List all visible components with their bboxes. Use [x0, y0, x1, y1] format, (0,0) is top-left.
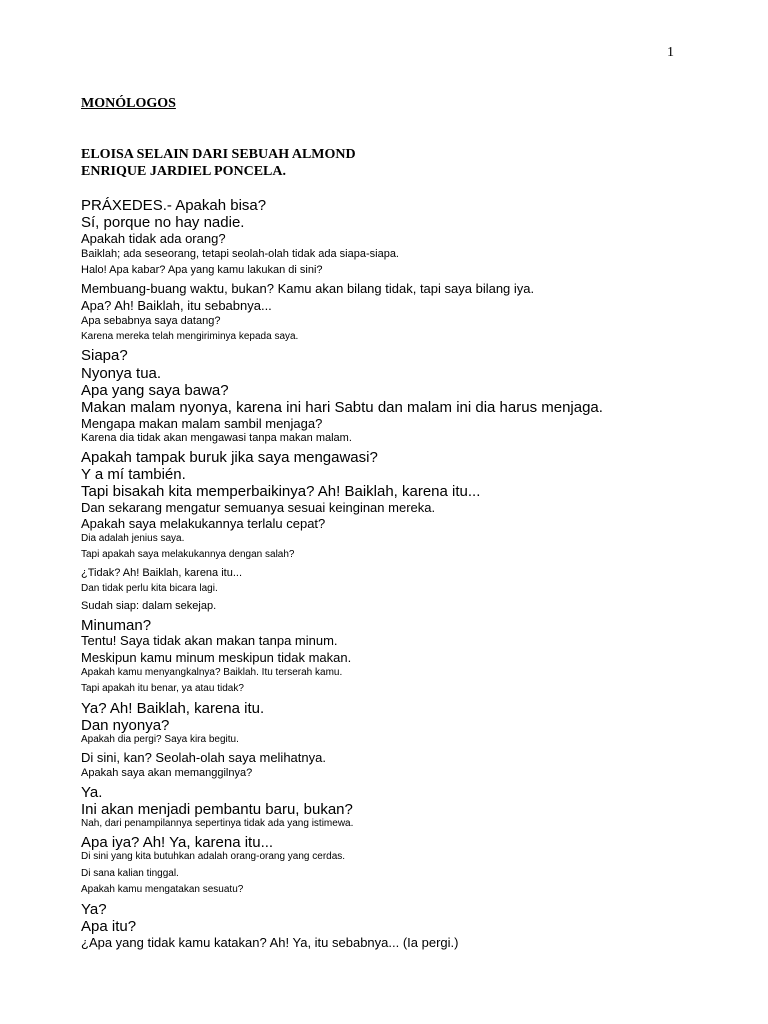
dialogue-line: Nah, dari penampilannya sepertinya tidak ada yang istimewa. — [81, 818, 354, 829]
page-number: 1 — [667, 45, 674, 60]
dialogue-line: Apa iya? Ah! Ya, karena itu... — [81, 834, 274, 851]
play-title: ELOISA SELAIN DARI SEBUAH ALMOND — [81, 147, 356, 162]
dialogue-line: Membuang-buang waktu, bukan? Kamu akan bilang tidak, tapi saya bilang iya. — [81, 281, 535, 296]
dialogue-line: Mengapa makan malam sambil menjaga? — [81, 416, 323, 431]
dialogue-line: Sí, porque no hay nadie. — [81, 214, 245, 231]
dialogue-line: Tentu! Saya tidak akan makan tanpa minum. — [81, 633, 338, 648]
dialogue-line: Apakah tidak ada orang? — [81, 231, 226, 246]
dialogue-line: Y a mí también. — [81, 466, 186, 483]
dialogue-line: Halo! Apa kabar? Apa yang kamu lakukan di sini? — [81, 264, 323, 276]
dialogue-line: Siapa? — [81, 347, 128, 364]
dialogue-line: Apa sebabnya saya datang? — [81, 315, 221, 327]
dialogue-line: Di sini yang kita butuhkan adalah orang-orang yang cerdas. — [81, 851, 346, 862]
dialogue-line: Ini akan menjadi pembantu baru, bukan? — [81, 801, 353, 818]
dialogue-line: PRÁXEDES.- Apakah bisa? — [81, 197, 267, 214]
dialogue-line: Apakah saya melakukannya terlalu cepat? — [81, 516, 326, 531]
dialogue-line: Tapi apakah itu benar, ya atau tidak? — [81, 683, 244, 694]
dialogue-line: Dia adalah jenius saya. — [81, 533, 185, 544]
dialogue-line: Dan tidak perlu kita bicara lagi. — [81, 583, 218, 594]
dialogue-line: ¿Apa yang tidak kamu katakan? Ah! Ya, itu sebabnya... (Ia pergi.) — [81, 935, 459, 950]
dialogue-line: Di sini, kan? Seolah-olah saya melihatnya. — [81, 750, 326, 765]
author-name: ENRIQUE JARDIEL PONCELA. — [81, 164, 286, 179]
dialogue-line: Apakah kamu menyangkalnya? Baiklah. Itu terserah kamu. — [81, 667, 343, 678]
dialogue-line: Karena mereka telah mengiriminya kepada saya. — [81, 331, 299, 342]
dialogue-line: Apakah tampak buruk jika saya mengawasi? — [81, 449, 378, 466]
dialogue-line: Nyonya tua. — [81, 365, 162, 382]
section-title: MONÓLOGOS — [81, 96, 176, 111]
dialogue-line: Dan sekarang mengatur semuanya sesuai keinginan mereka. — [81, 500, 436, 515]
dialogue-line: Ya? Ah! Baiklah, karena itu. — [81, 700, 265, 717]
dialogue-line: Tapi bisakah kita memperbaikinya? Ah! Baiklah, karena itu... — [81, 483, 481, 500]
dialogue-line: Makan malam nyonya, karena ini hari Sabtu dan malam ini dia harus menjaga. — [81, 399, 603, 416]
dialogue-line: Apakah kamu mengatakan sesuatu? — [81, 884, 244, 895]
dialogue-line: Apakah saya akan memanggilnya? — [81, 767, 253, 779]
dialogue-line: Apakah dia pergi? Saya kira begitu. — [81, 734, 239, 745]
dialogue-line: Baiklah; ada seseorang, tetapi seolah-olah tidak ada siapa-siapa. — [81, 248, 399, 260]
dialogue-line: Apa itu? — [81, 918, 137, 935]
dialogue-line: Tapi apakah saya melakukannya dengan salah? — [81, 549, 295, 560]
dialogue-line: Apa yang saya bawa? — [81, 382, 229, 399]
dialogue-line: Ya? — [81, 901, 107, 918]
dialogue-line: Ya. — [81, 784, 103, 801]
dialogue-line: Minuman? — [81, 617, 152, 634]
dialogue-line: Meskipun kamu minum meskipun tidak makan. — [81, 650, 352, 665]
dialogue-line: ¿Tidak? Ah! Baiklah, karena itu... — [81, 567, 243, 579]
dialogue-line: Sudah siap: dalam sekejap. — [81, 600, 217, 612]
dialogue-line: Apa? Ah! Baiklah, itu sebabnya... — [81, 298, 272, 313]
dialogue-line: Dan nyonya? — [81, 717, 170, 734]
dialogue-line: Karena dia tidak akan mengawasi tanpa makan malam. — [81, 432, 352, 444]
dialogue-line: Di sana kalian tinggal. — [81, 868, 179, 879]
